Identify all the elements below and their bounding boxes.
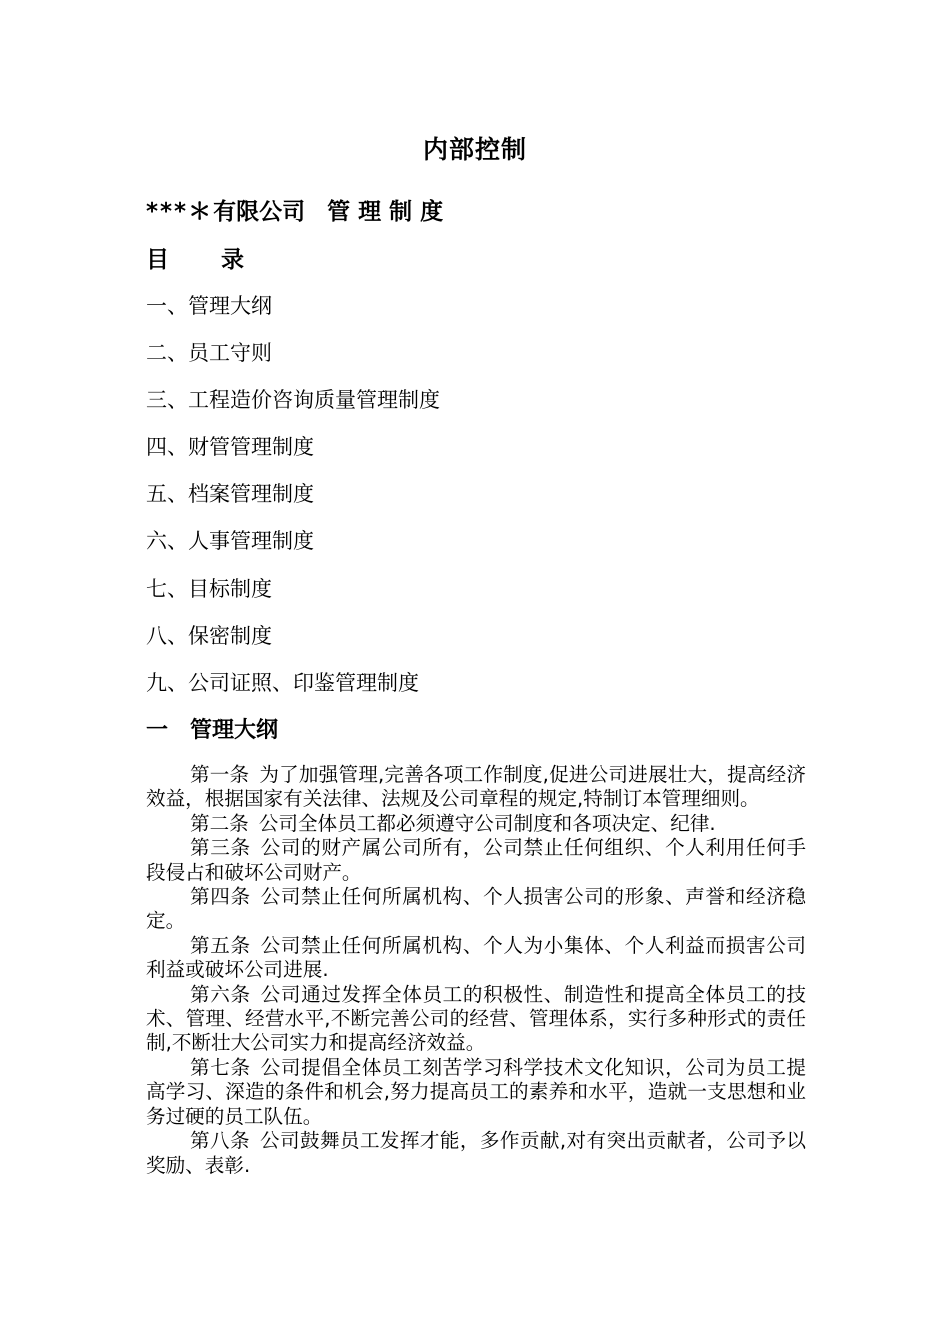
article-text: 公司的财产属公司所有，公司禁止任何组织、个人利用任何手段侵占和破坏公司财产。 [146, 836, 807, 884]
section-title: 管理大纲 [190, 718, 279, 743]
article-number: 第一条 [190, 763, 250, 786]
document-type: 管理制度 [327, 199, 452, 225]
section-number: 一 [146, 718, 169, 743]
toc-item: 七、目标制度 [146, 577, 272, 601]
article-text: 公司全体员工都必须遵守公司制度和各项决定、纪律. [258, 811, 716, 835]
article-paragraph [146, 812, 806, 836]
article-number: 第六条 [190, 982, 251, 1006]
article-text: 公司鼓舞员工发挥才能，多作贡献,对有突出贡献者，公司予以奖励、表彰. [146, 1129, 807, 1177]
company-suffix: 有限公司 [213, 199, 306, 225]
company-heading [146, 193, 451, 226]
article-paragraph [146, 763, 806, 812]
article-number: 第八条 [190, 1129, 250, 1153]
article-paragraph [146, 1056, 806, 1129]
toc-heading-part1: 目 [146, 247, 169, 273]
document-title: 内部控制 [422, 135, 527, 164]
toc-heading [146, 241, 244, 274]
article-paragraph [146, 983, 806, 1056]
toc-item: 六、人事管理制度 [146, 529, 314, 553]
section-heading [146, 713, 278, 744]
toc-item: 五、档案管理制度 [146, 482, 314, 506]
section-body [146, 763, 806, 1178]
toc-heading-part2: 录 [221, 247, 244, 273]
toc-item: 二、员工守则 [146, 341, 272, 365]
toc-item: 四、财管管理制度 [146, 435, 314, 459]
article-paragraph [146, 836, 806, 885]
toc-item: 八、保密制度 [146, 624, 272, 648]
article-paragraph [146, 885, 806, 934]
article-paragraph [146, 934, 806, 983]
article-number: 第七条 [190, 1055, 251, 1079]
toc-item: 三、工程造价咨询质量管理制度 [146, 388, 440, 412]
article-text: 公司通过发挥全体员工的积极性、制造性和提高全体员工的技术、管理、经营水平,不断完善公司的经营、管理体系，实行多种形式的责任制,不断壮大公司实力和提高经济效益。 [146, 982, 807, 1055]
company-name-placeholder: ***＊ [146, 199, 214, 225]
article-text: 公司提倡全体员工刻苦学习科学技术文化知识，公司为员工提高学习、深造的条件和机会,努力提高员工的素养和水平，造就一支思想和业务过硬的员工队伍。 [146, 1055, 807, 1128]
article-text: 公司禁止任何所属机构、个人为小集体、个人利益而损害公司利益或破坏公司进展. [146, 933, 807, 982]
article-number: 第二条 [190, 811, 249, 835]
article-paragraph [146, 1129, 806, 1178]
toc-item: 一、管理大纲 [146, 294, 272, 318]
toc-item: 九、公司证照、印鉴管理制度 [146, 671, 419, 695]
article-number: 第五条 [190, 933, 251, 957]
article-number: 第四条 [190, 885, 251, 909]
article-text: 公司禁止任何所属机构、个人损害公司的形象、声誉和经济稳定。 [146, 885, 807, 933]
article-text: 为了加强管理,完善各项工作制度,促进公司进展壮大，提高经济效益，根据国家有关法律、法规及公司章程的规定,特制订本管理细则。 [146, 763, 806, 811]
article-number: 第三条 [190, 836, 251, 860]
